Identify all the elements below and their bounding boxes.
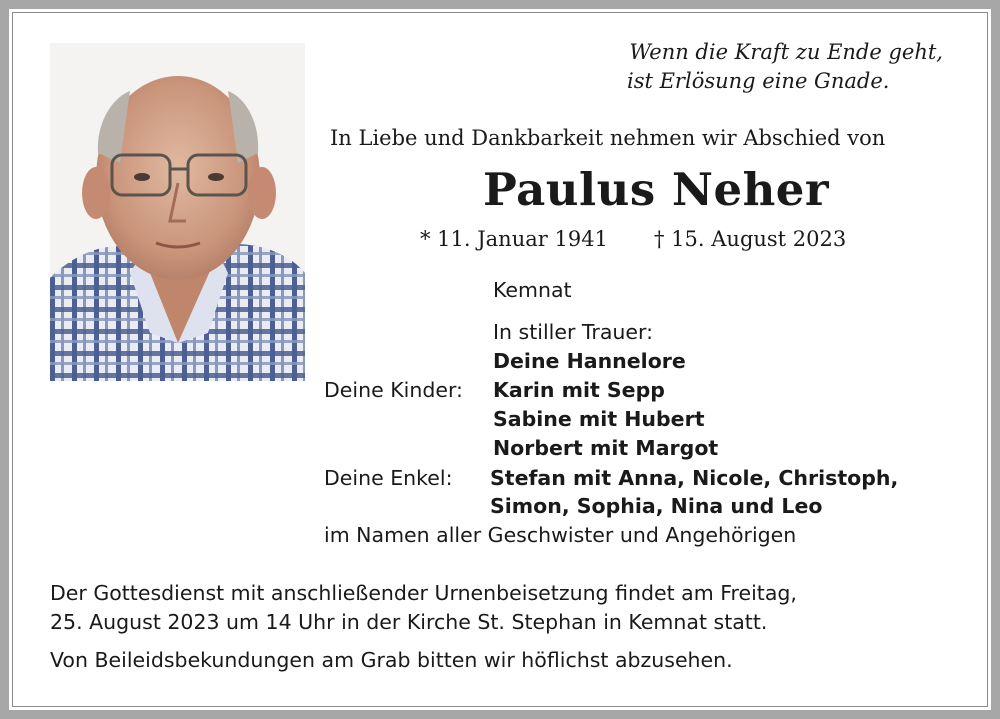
place-text: Kemnat — [493, 278, 572, 302]
deceased-name: Paulus Neher — [483, 163, 830, 216]
birth-date: * 11. Januar 1941 — [420, 227, 608, 251]
portrait-photo — [50, 43, 305, 381]
mourning-heading: In stiller Trauer: — [493, 320, 653, 344]
motto-line-1: Wenn die Kraft zu Ende geht, — [629, 40, 943, 64]
service-line-1: Der Gottesdienst mit anschließender Urnenbeisetzung findet am Freitag, — [50, 581, 797, 605]
service-line-2: 25. August 2023 um 14 Uhr in der Kirche St. Stephan in Kemnat statt. — [50, 610, 768, 634]
grandchildren-line: Simon, Sophia, Nina und Leo — [490, 494, 823, 518]
child-entry: Norbert mit Margot — [493, 436, 719, 460]
children-label: Deine Kinder: — [324, 378, 463, 402]
intro-text: In Liebe und Dankbarkeit nehmen wir Abschied von — [330, 126, 886, 150]
grandchildren-line: Stefan mit Anna, Nicole, Christoph, — [490, 466, 899, 490]
grandchildren-label: Deine Enkel: — [324, 466, 453, 490]
condolence-note: Von Beileidsbekundungen am Grab bitten wir höflichst abzusehen. — [50, 648, 733, 672]
closing-line: im Namen aller Geschwister und Angehörigen — [324, 523, 797, 547]
child-entry: Karin mit Sepp — [493, 378, 665, 402]
child-entry: Sabine mit Hubert — [493, 407, 705, 431]
motto-line-2: ist Erlösung eine Gnade. — [627, 69, 890, 93]
death-date: † 15. August 2023 — [654, 227, 847, 251]
spouse-name: Deine Hannelore — [493, 349, 686, 373]
